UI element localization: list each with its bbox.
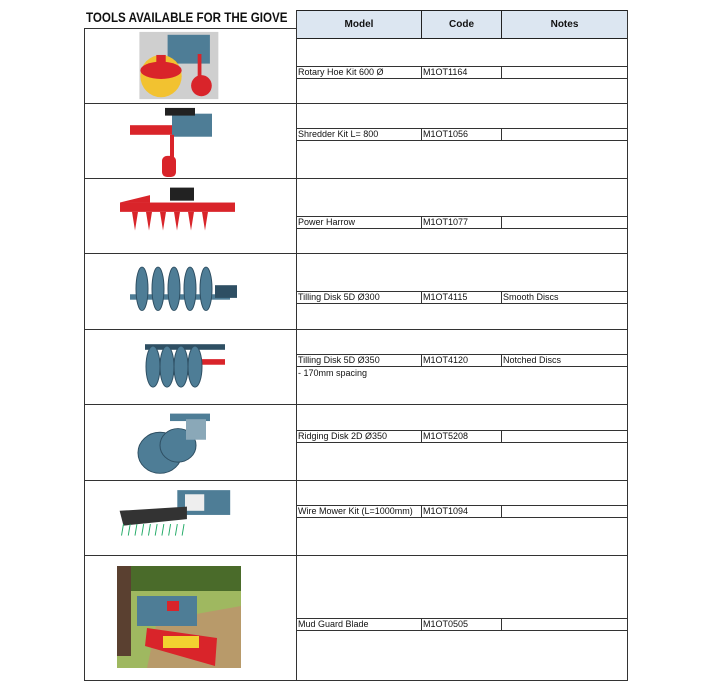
cell-divider [501,291,502,304]
mud-guard-photo [117,566,241,668]
power-harrow-image [110,182,240,252]
code-cell: M1OT5208 [423,431,469,441]
cell-divider [501,128,502,141]
cell-divider [501,505,502,518]
cell-divider [501,216,502,229]
model-extra-note: - 170mm spacing [298,368,368,378]
column-divider [296,10,297,681]
shredder-image [110,106,230,178]
code-cell: M1OT1164 [423,67,468,77]
notes-cell: Smooth Discs [503,292,559,302]
row-divider [84,103,628,104]
code-cell: M1OT0505 [423,619,469,629]
wire-mower-image [110,486,235,548]
cell-divider [501,618,502,631]
model-cell: Tilling Disk 5D Ø300 [298,292,380,302]
table-border-right [627,10,628,681]
model-cell: Rotary Hoe Kit 600 Ø [298,67,384,77]
model-cell: Ridging Disk 2D Ø350 [298,431,388,441]
cell-divider [421,618,422,631]
model-cell: Power Harrow [298,217,356,227]
row-divider [84,404,628,405]
model-cell: Wire Mower Kit (L=1000mm) [298,506,413,516]
page-title: TOOLS AVAILABLE FOR THE GIOVE [86,10,288,25]
cell-divider [421,216,422,229]
header-code: Code [421,10,502,39]
code-cell: M1OT1077 [423,217,469,227]
cell-divider [501,430,502,443]
row-divider [84,329,628,330]
rotary-hoe-image [130,30,224,102]
header-model: Model [296,10,422,39]
cell-divider [501,66,502,79]
row-divider [84,480,628,481]
code-cell: M1OT4120 [423,355,469,365]
cell-divider [421,291,422,304]
row-divider [84,555,628,556]
cell-divider [501,354,502,367]
row-divider [84,253,628,254]
tilling-disk-350-image [125,333,245,403]
cell-divider [421,128,422,141]
table-border-top [84,28,296,29]
ridging-disk-image [130,408,230,478]
cell-divider [421,66,422,79]
cell-divider [421,505,422,518]
cell-divider [421,354,422,367]
tilling-disk-300-image [120,258,240,326]
code-cell: M1OT4115 [423,292,468,302]
cell-divider [421,430,422,443]
code-cell: M1OT1094 [423,506,469,516]
notes-cell: Notched Discs [503,355,562,365]
model-cell: Shredder Kit L= 800 [298,129,379,139]
model-cell: Tilling Disk 5D Ø350 [298,355,380,365]
row-divider [84,680,628,681]
code-cell: M1OT1056 [423,129,469,139]
row-divider [84,178,628,179]
table-border-left [84,28,85,681]
model-cell: Mud Guard Blade [298,619,369,629]
header-notes: Notes [501,10,628,39]
